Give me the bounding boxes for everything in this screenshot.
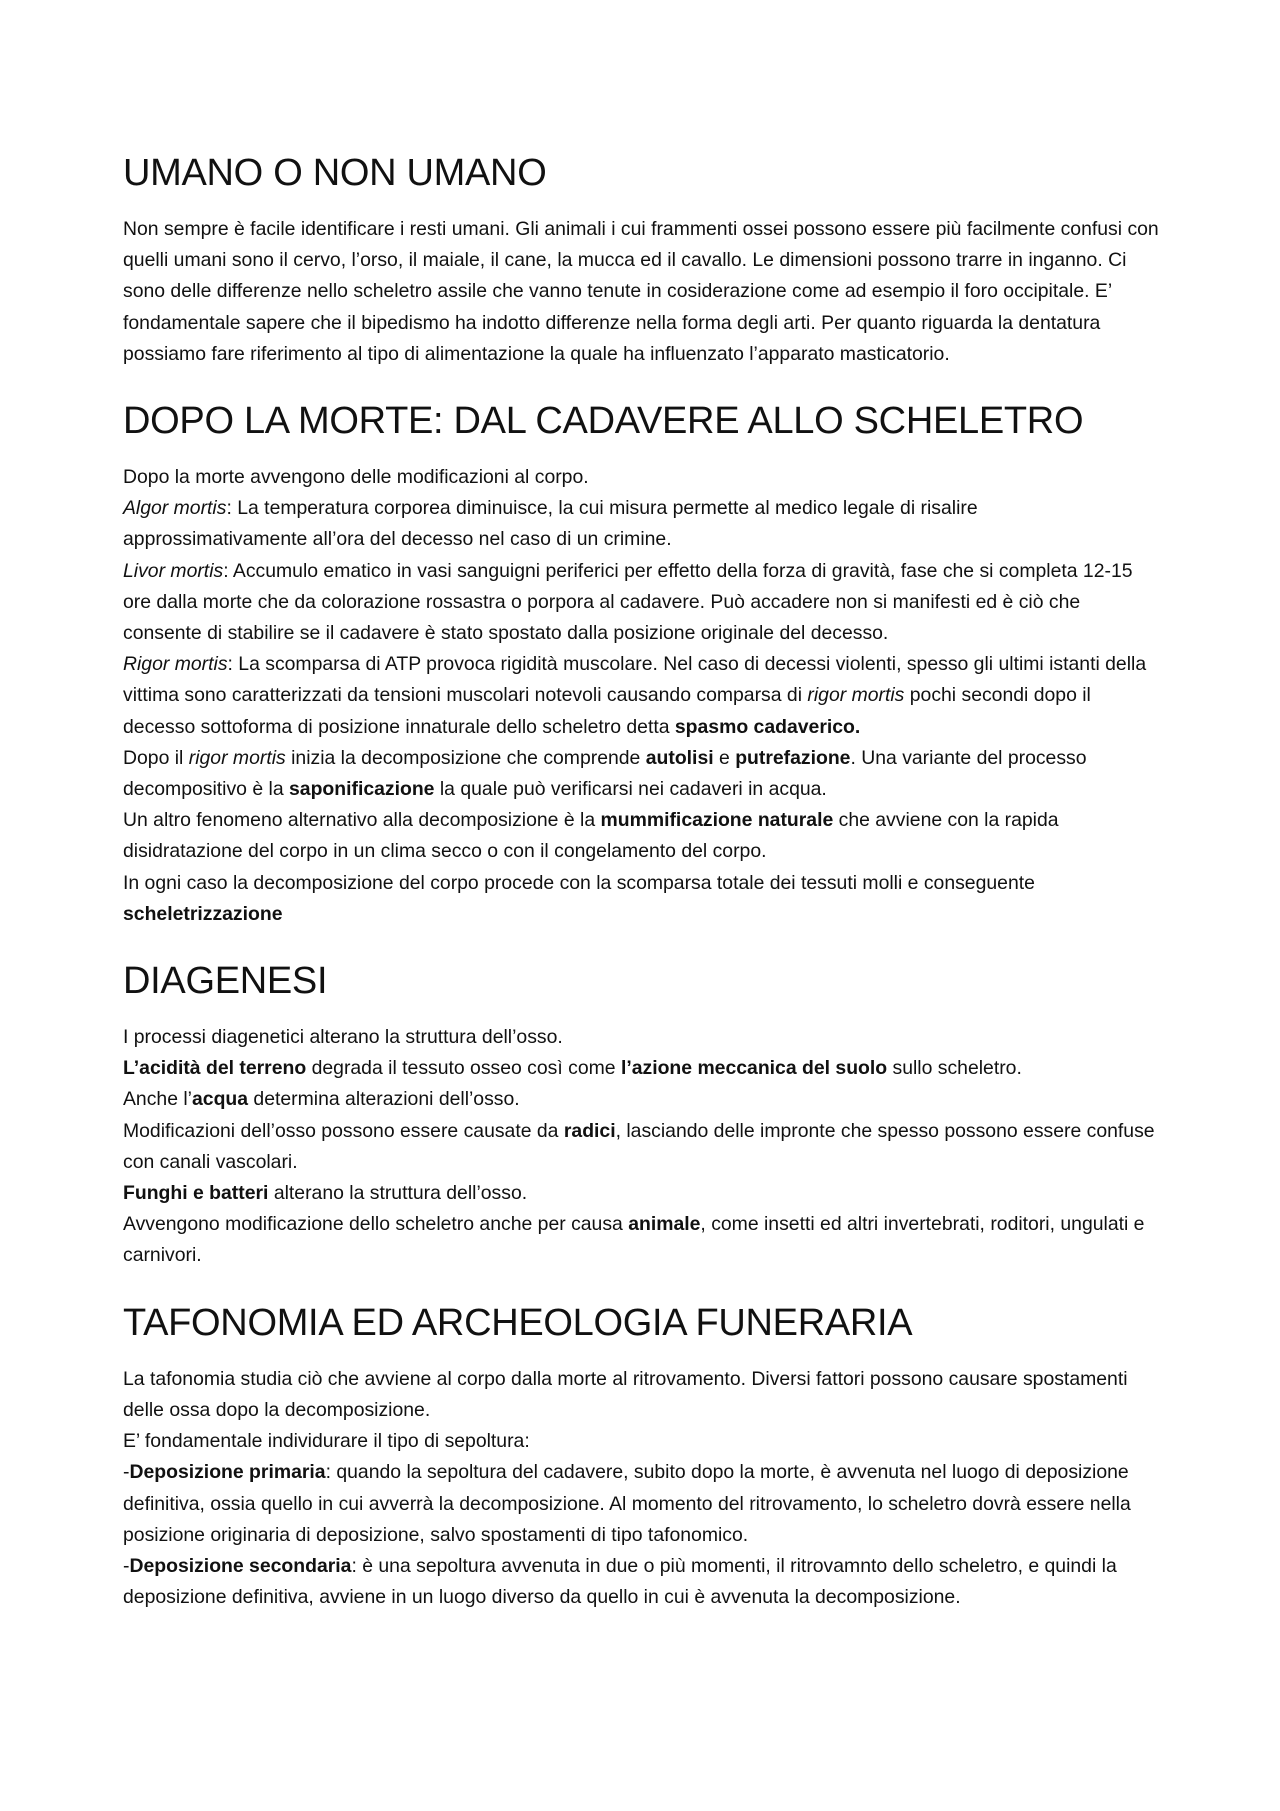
document-body (123, 150, 1163, 1613)
text-run: degrada il tessuto osseo così come (306, 1057, 621, 1080)
paragraph (123, 1364, 1163, 1426)
paragraph (123, 1022, 1163, 1053)
paragraph (123, 1178, 1163, 1209)
paragraph (123, 743, 1163, 805)
section-heading: TAFONOMIA ED ARCHEOLOGIA FUNERARIA (123, 1301, 913, 1344)
bold-term: acqua (192, 1088, 249, 1111)
text-run: - (123, 1461, 130, 1484)
bold-term: autolisi (645, 746, 714, 769)
text-run: I processi diagenetici alterano la struttura dell’osso. (123, 1026, 563, 1049)
text-run: Dopo il (123, 746, 189, 769)
paragraph (123, 1457, 1163, 1551)
bold-term: putrefazione (735, 746, 851, 769)
bold-term: animale (628, 1213, 701, 1236)
document-page (123, 150, 1163, 1641)
italic-term: Algor mortis (123, 497, 227, 520)
text-run: la quale può verificarsi nei cadaveri in acqua. (434, 778, 827, 801)
text-run: : quando la sepoltura del cadavere, subito dopo la morte, è avvenuta nel luogo di deposizione definitiva, ossia quello in cui avverrà la decomposizione. Al momento del ritrovamento, lo scheletro dovrà essere nella posizione originaria di deposizione, salvo spostamenti di tipo tafonomico. (123, 1461, 1131, 1546)
text-run: : La temperatura corporea diminuisce, la cui misura permette al medico legale di risalire approssimativamente all’ora del decesso nel caso di un crimine. (123, 497, 978, 551)
bold-term: Deposizione primaria (129, 1461, 326, 1484)
bold-term: l’azione meccanica del suolo (620, 1057, 888, 1080)
paragraph (123, 556, 1163, 650)
paragraph (123, 805, 1163, 867)
text-run: che avviene con la rapida disidratazione del corpo in un clima secco o con il congelamento del corpo. (123, 809, 1059, 863)
bold-term: scheletrizzazione (123, 902, 283, 925)
text-run: determina alterazioni dell’osso. (248, 1088, 520, 1111)
bold-term: L’acidità del terreno (123, 1057, 307, 1080)
italic-term: Rigor mortis (123, 653, 228, 676)
paragraph (123, 1053, 1163, 1084)
section-tafonomia-ed-archeologia-funeraria (123, 1300, 1163, 1614)
text-run: alterano la struttura dell’osso. (268, 1182, 528, 1205)
paragraph (123, 462, 1163, 493)
italic-term: Livor mortis (123, 559, 224, 582)
bold-term: radici (563, 1119, 616, 1142)
section-heading: DOPO LA MORTE: DAL CADAVERE ALLO SCHELETRO (123, 400, 1084, 443)
text-run: . Una variante del processo decompositivo è la (123, 746, 1087, 801)
section-diagenesi (123, 958, 1163, 1272)
text-run: Anche l’ (123, 1088, 192, 1111)
paragraph (123, 1116, 1163, 1178)
text-run: Non sempre è facile identificare i resti umani. Gli animali i cui frammenti ossei possono essere più facilmente confusi con quelli umani sono il cervo, l’orso, il maiale, il cane, la mucca ed il cavallo. Le dimensioni possono trarre in inganno. Ci sono delle differenze nello scheletro assile che vanno tenute in cosiderazione come ad esempio il foro occipitale. E’ fondamentale sapere che il bipedismo ha indotto differenze nella forma degli arti. Per quanto riguarda la dentatura possiamo fare riferimento al tipo di alimentazione la quale ha influenzato l’apparato masticatorio. (123, 218, 1159, 365)
text-run: In ogni caso la decomposizione del corpo procede con la scomparsa totale dei tessuti molli e conseguente (123, 871, 1035, 894)
section-heading: DIAGENESI (123, 960, 328, 1003)
text-run: - (123, 1554, 130, 1577)
text-run: E’ fondamentale individurare il tipo di sepoltura: (123, 1430, 530, 1453)
text-run: , lasciando delle impronte che spesso possono essere confuse con canali vascolari. (123, 1119, 1155, 1173)
bold-term: mummificazione naturale (600, 809, 834, 832)
paragraph (123, 214, 1163, 370)
text-run: : è una sepoltura avvenuta in due o più momenti, il ritrovamnto dello scheletro, e quindi la deposizione definitiva, avviene in un luogo diverso da quello in cui è avvenuta la decomposizione. (123, 1554, 1117, 1609)
text-run: Dopo la morte avvengono delle modificazioni al corpo. (123, 466, 589, 489)
paragraph (123, 649, 1163, 743)
italic-term: rigor mortis (188, 746, 286, 769)
text-run: Avvengono modificazione dello scheletro anche per causa (123, 1213, 629, 1236)
text-run: La tafonomia studia ciò che avviene al corpo dalla morte al ritrovamento. Diversi fattori possono causare spostamenti delle ossa dopo la decomposizione. (123, 1367, 1128, 1421)
bold-term: Deposizione secondaria (129, 1554, 352, 1577)
section-umano-o-non-umano (123, 150, 1163, 370)
text-run: e (713, 746, 736, 769)
text-run: , come insetti ed altri invertebrati, roditori, ungulati e carnivori. (123, 1213, 1145, 1267)
text-run: : Accumulo ematico in vasi sanguigni periferici per effetto della forza di gravità, fase che si completa 12-15 ore dalla morte che da colorazione rossastra o porpora al cadavere. Può accadere non si manifesti ed è ciò che consente di stabilire se il cadavere è stato spostato dalla posizione originale del decesso. (123, 559, 1133, 645)
paragraph (123, 1551, 1163, 1613)
paragraph (123, 1209, 1163, 1271)
text-run: inizia la decomposizione che comprende (285, 746, 646, 769)
paragraph (123, 1084, 1163, 1115)
section-dopo-la-morte-dal-cadavere-allo-scheletro (123, 398, 1163, 930)
text-run: pochi secondi dopo il decesso sottoforma di posizione innaturale dello scheletro detta (123, 684, 1091, 738)
text-run: Modificazioni dell’osso possono essere causate da (123, 1119, 564, 1142)
bold-term: spasmo cadaverico. (674, 715, 861, 738)
text-run: : La scomparsa di ATP provoca rigidità muscolare. Nel caso di decessi violenti, spesso gli ultimi istanti della vittima sono caratterizzati da tensioni muscolari notevoli causando comparsa di (123, 653, 1147, 707)
text-run: Un altro fenomeno alternativo alla decomposizione è la (123, 809, 601, 832)
bold-term: saponificazione (289, 778, 435, 801)
paragraph (123, 868, 1163, 930)
text-run: sullo scheletro. (887, 1057, 1022, 1080)
italic-term: rigor mortis (807, 684, 905, 707)
bold-term: Funghi e batteri (123, 1182, 269, 1205)
section-heading: UMANO O NON UMANO (123, 152, 547, 194)
paragraph (123, 1426, 1163, 1457)
paragraph (123, 493, 1163, 555)
